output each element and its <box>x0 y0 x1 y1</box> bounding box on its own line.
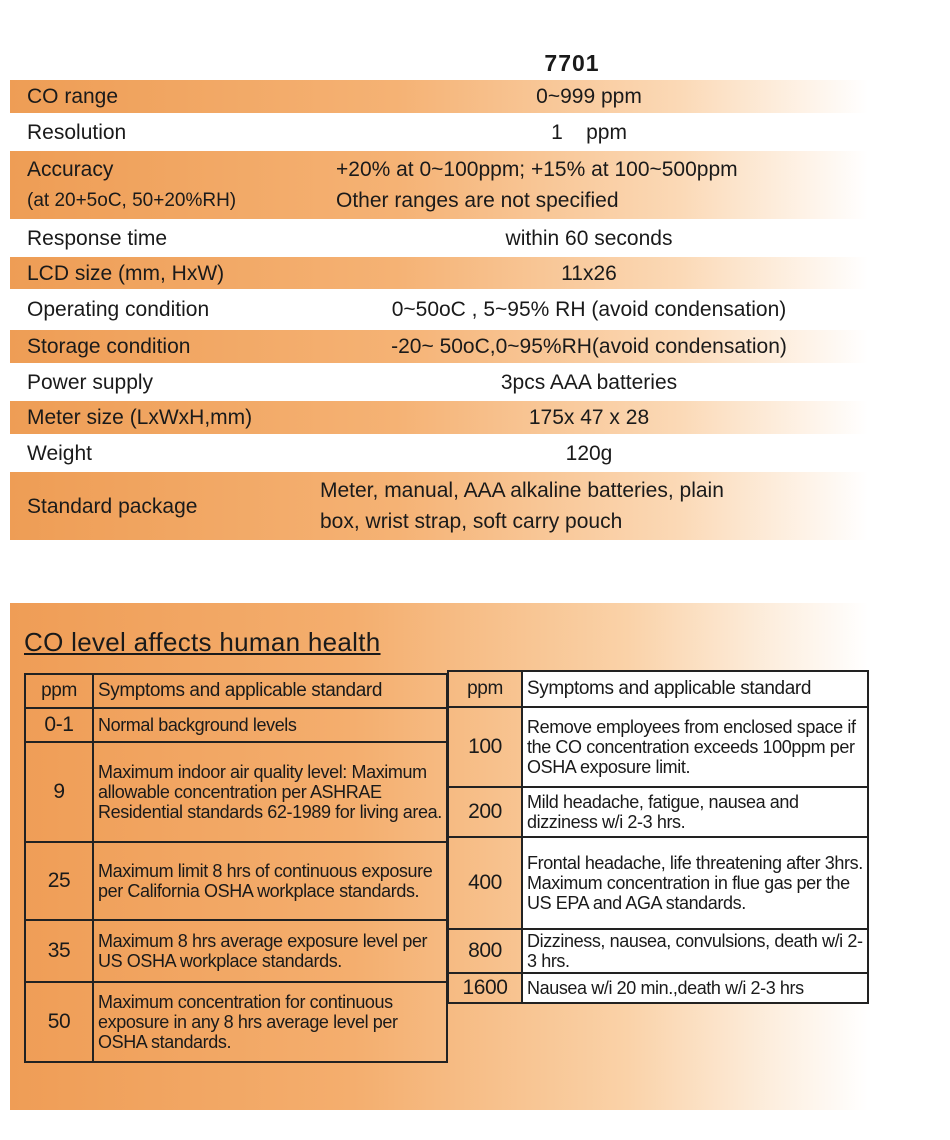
column-header-symptoms: Symptoms and applicable standard <box>522 671 868 707</box>
spec-row-operating-condition <box>10 293 868 326</box>
spec-row-storage-condition <box>10 330 868 363</box>
spec-value: 175x 47 x 28 <box>528 406 650 429</box>
package-value-line1: Meter, manual, AAA alkaline batteries, plain <box>320 479 724 502</box>
ppm-cell: 9 <box>25 742 93 842</box>
spec-table <box>10 80 868 544</box>
ppm-cell: 1600 <box>448 973 522 1003</box>
table-row <box>25 842 447 920</box>
table-row <box>448 929 868 973</box>
accuracy-value-line2: Other ranges are not specified <box>336 189 619 212</box>
spec-value: 3pcs AAA batteries <box>500 370 678 394</box>
spec-value: 11x26 <box>561 261 617 285</box>
spec-label: Meter size (LxWxH,mm) <box>27 406 253 429</box>
table-row <box>25 982 447 1062</box>
table-row <box>25 742 447 842</box>
spec-row-power-supply <box>10 367 868 397</box>
spec-row-standard-package <box>10 472 868 540</box>
symptom-cell: Mild headache, fatigue, nausea and dizziness w/i 2-3 hrs. <box>522 787 868 837</box>
symptom-cell: Nausea w/i 20 min.,death w/i 2-3 hrs <box>522 973 868 1003</box>
model-header: 7701 <box>544 50 600 76</box>
symptom-cell: Maximum limit 8 hrs of continuous exposure per California OSHA workplace standards. <box>93 842 447 920</box>
spec-row-response-time <box>10 223 868 253</box>
co-health-section <box>10 603 868 1110</box>
health-section-title: CO level affects human health <box>24 627 381 657</box>
symptom-cell: Maximum indoor air quality level: Maximum allowable concentration per ASHRAE Residential standards 62-1989 for living area. <box>93 742 447 842</box>
spec-row-meter-size <box>10 401 868 434</box>
spec-label: CO range <box>27 85 119 108</box>
health-table-left <box>24 673 448 1063</box>
spec-value-group <box>310 154 868 216</box>
column-header-symptoms: Symptoms and applicable standard <box>93 674 447 708</box>
spec-label: Power supply <box>27 370 154 394</box>
symptom-cell: Maximum concentration for continuous exposure in any 8 hrs average level per OSHA standards. <box>93 982 447 1062</box>
ppm-cell: 0-1 <box>25 708 93 742</box>
spec-label-sub <box>27 185 310 216</box>
spec-label: LCD size (mm, HxW) <box>27 261 225 285</box>
spec-value: 120g <box>565 441 613 465</box>
ppm-cell: 50 <box>25 982 93 1062</box>
accuracy-value-line1: +20% at 0~100ppm; +15% at 100~500ppm <box>336 158 738 181</box>
ppm-cell: 800 <box>448 929 522 973</box>
ppm-cell: 400 <box>448 837 522 929</box>
spec-label: Response time <box>27 226 168 250</box>
column-header-ppm: ppm <box>25 674 93 708</box>
spec-row-accuracy <box>10 151 868 219</box>
table-row <box>25 920 447 982</box>
ppm-cell: 35 <box>25 920 93 982</box>
accuracy-conditions: (at 20+5oC, 50+20%RH) <box>27 190 237 211</box>
spec-value: 0~50oC , 5~95% RH (avoid condensation) <box>391 298 787 321</box>
spec-label: Storage condition <box>27 335 191 358</box>
table-header-row <box>25 674 447 708</box>
spec-label: Standard package <box>27 494 198 518</box>
spec-value: within 60 seconds <box>505 226 673 250</box>
spec-value: -20~ 50oC,0~95%RH(avoid condensation) <box>391 335 787 358</box>
table-row <box>448 837 868 929</box>
symptom-cell: Normal background levels <box>93 708 447 742</box>
spec-row-lcd-size <box>10 257 868 289</box>
spec-label: Weight <box>27 441 92 465</box>
table-header-row <box>448 671 868 707</box>
table-row <box>448 707 868 787</box>
health-table-right <box>447 670 869 1004</box>
table-row <box>448 973 868 1003</box>
spec-value: 0~999 ppm <box>536 85 642 108</box>
spec-value-group <box>310 475 868 537</box>
spec-label: Resolution <box>27 120 127 144</box>
spec-label: Operating condition <box>27 298 210 321</box>
spec-label-group <box>10 154 310 216</box>
symptom-cell: Maximum 8 hrs average exposure level per US OSHA workplace standards. <box>93 920 447 982</box>
column-header-ppm: ppm <box>448 671 522 707</box>
table-row <box>448 787 868 837</box>
table-row <box>25 708 447 742</box>
package-value-line2: box, wrist strap, soft carry pouch <box>320 510 623 533</box>
symptom-cell: Dizziness, nausea, convulsions, death w/i 2-3 hrs. <box>522 929 868 973</box>
ppm-cell: 25 <box>25 842 93 920</box>
spec-row-co-range <box>10 80 868 113</box>
ppm-cell: 100 <box>448 707 522 787</box>
spec-label: Accuracy <box>27 158 114 181</box>
symptom-cell: Remove employees from enclosed space if the CO concentration exceeds 100ppm per OSHA exposure limit. <box>522 707 868 787</box>
spec-value: 1 ppm <box>551 120 627 144</box>
spec-row-resolution <box>10 117 868 147</box>
ppm-cell: 200 <box>448 787 522 837</box>
spec-row-weight <box>10 438 868 468</box>
symptom-cell: Frontal headache, life threatening after 3hrs. Maximum concentration in flue gas per the US EPA and AGA standards. <box>522 837 868 929</box>
